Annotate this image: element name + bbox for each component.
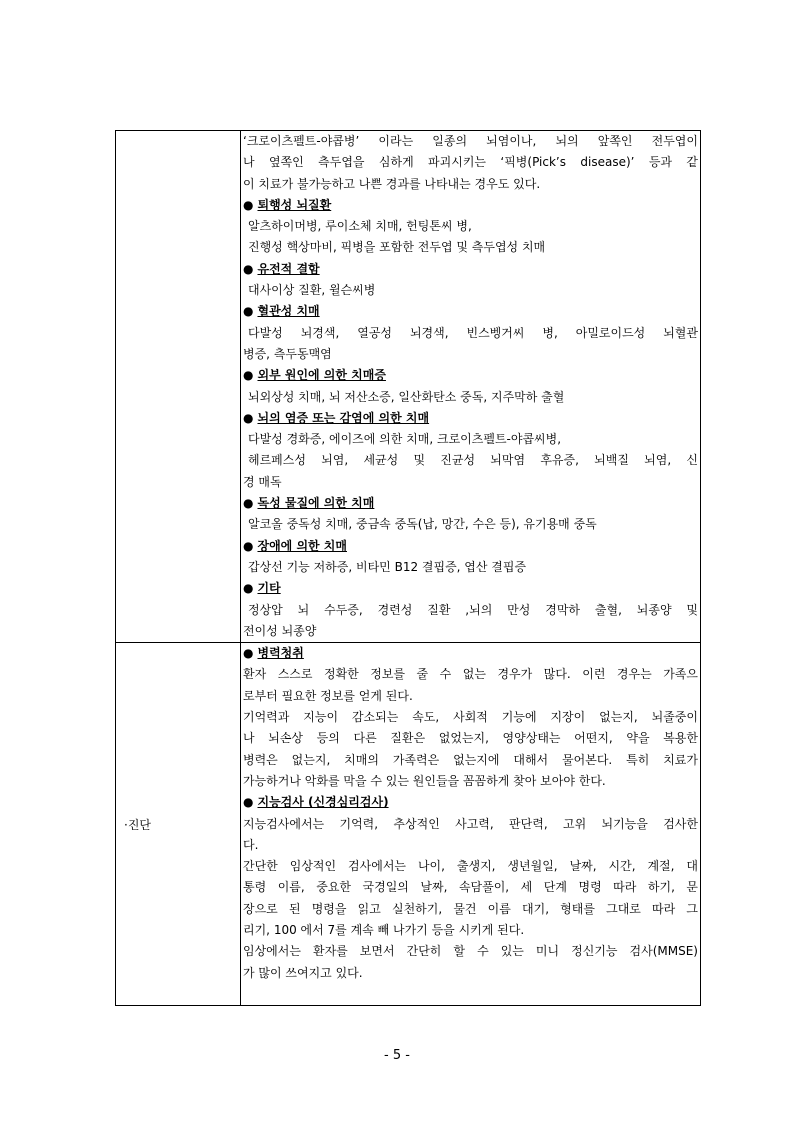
bullet-icon: ● — [243, 410, 254, 425]
table-row-diagnosis — [116, 643, 701, 1006]
page-number: - 5 - — [384, 1048, 410, 1063]
text-line: 가능하거나 악화를 막을 수 있는 원인들을 꼼꼼하게 찾아 보아야 한다. — [243, 773, 606, 788]
text-line: 나 옆쪽인 측두엽을 심하게 파괴시키는 ‘픽병(Pick’s disease)’ 등과 같 — [243, 155, 698, 170]
text-line: 간단한 임상적인 검사에서는 나이, 출생지, 생년월일, 날짜, 시간, 계절, 대 — [243, 859, 698, 874]
text-line: 헤르페스성 뇌염, 세균성 및 진균성 뇌막염 후유증, 뇌백질 뇌염, 신 — [248, 453, 698, 468]
text-line: 정상압 뇌 수두증, 경련성 질환 ,뇌의 만성 경막하 출혈, 뇌종양 및 — [248, 602, 698, 617]
text-line: 로부터 필요한 정보를 얻게 된다. — [243, 688, 413, 703]
text-line: ‘크로이츠펠트-야콥병’ 이라는 일종의 뇌염이나, 뇌의 앞쪽인 전두엽이 — [243, 134, 698, 148]
text-line: 알츠하이머병, 루이소체 치매, 헌팅톤씨 병, — [248, 219, 472, 234]
text-line: 다발성 뇌경색, 열공성 뇌경색, 빈스벵거씨 병, 아밀로이드성 뇌혈관 — [248, 325, 698, 340]
diagnosis-content-cell — [241, 643, 701, 1006]
section-heading: ● 유전적 결함 — [243, 261, 320, 276]
text-line: 병력은 없는지, 치매의 가족력은 없는지에 대해서 물어본다. 특히 치료가 — [243, 752, 698, 767]
section-heading: ● 기타 — [243, 581, 281, 596]
text-line: 경 매독 — [243, 474, 282, 489]
text-line: 가 많이 쓰여지고 있다. — [243, 965, 363, 980]
bullet-icon: ● — [243, 368, 254, 383]
section-heading: ● 외부 원인에 의한 치매증 — [243, 368, 386, 383]
bullet-icon: ● — [243, 646, 254, 661]
empty-label-cell — [116, 131, 241, 643]
table-row-causes — [116, 131, 701, 643]
text-line: 대사이상 질환, 윌슨씨병 — [248, 283, 376, 298]
text-line: 갑상선 기능 저하증, 비타민 B12 결핍증, 엽산 결핍증 — [248, 559, 527, 574]
text-line: 환자 스스로 정확한 정보를 줄 수 없는 경우가 많다. 이런 경우는 가족으 — [243, 667, 698, 682]
text-line: 기억력과 지능이 감소되는 속도, 사회적 기능에 지장이 없는지, 뇌졸중이 — [243, 710, 698, 725]
section-heading: ● 장애에 의한 치매 — [243, 538, 347, 553]
bullet-icon: ● — [243, 496, 254, 511]
text-line: 나 뇌손상 등의 다른 질환은 없었는지, 영양상태는 어떤지, 약을 복용한 — [243, 731, 698, 746]
bullet-icon: ● — [243, 197, 254, 212]
section-heading: ● 지능검사 (신경심리검사) — [243, 795, 389, 810]
section-heading: ● 독성 물질에 의한 치매 — [243, 496, 375, 511]
text-line: 병증, 측두동맥염 — [243, 346, 332, 361]
text-line: 뇌외상성 치매, 뇌 저산소증, 일산화탄소 중독, 지주막하 출혈 — [248, 389, 565, 404]
text-line: 이 치료가 불가능하고 나쁜 경과를 나타내는 경우도 있다. — [243, 176, 541, 191]
text-line: 전이성 뇌종양 — [243, 623, 317, 638]
section-heading: ● 혈관성 치매 — [243, 304, 320, 319]
text-line: 다. — [243, 837, 259, 852]
text-line: 통령 이름, 중요한 국경일의 날짜, 속담풀이, 세 단계 명령 따라 하기, 문 — [243, 880, 698, 895]
causes-content-cell — [241, 131, 701, 643]
text-line: 지능검사에서는 기억력, 추상적인 사고력, 판단력, 고위 뇌기능을 검사한 — [243, 816, 698, 831]
document-table — [115, 130, 701, 1006]
text-line: 다발성 경화증, 에이즈에 의한 치매, 크로이츠펠트-야콥씨병, — [248, 432, 562, 447]
text-line: 알코올 중독성 치매, 중금속 중독(납, 망간, 수은 등), 유기용매 중독 — [248, 517, 597, 532]
bullet-icon: ● — [243, 538, 254, 553]
text-line: 진행성 핵상마비, 픽병을 포함한 전두엽 및 측두엽성 치매 — [248, 240, 546, 255]
diagnosis-label: ·진단 — [116, 643, 241, 1006]
section-heading: ● 병력청취 — [243, 646, 304, 661]
bullet-icon: ● — [243, 795, 254, 810]
bullet-icon: ● — [243, 261, 254, 276]
bullet-icon: ● — [243, 581, 254, 596]
section-heading: ● 퇴행성 뇌질환 — [243, 197, 332, 212]
section-heading: ● 뇌의 염증 또는 감염에 의한 치매 — [243, 410, 430, 425]
text-line: 임상에서는 환자를 보면서 간단히 할 수 있는 미니 정신기능 검사(MMSE) — [243, 944, 698, 959]
text-line: 장으로 된 명령을 읽고 실천하기, 물건 이름 대기, 형태를 그대로 따라 그 — [243, 901, 698, 916]
text-line: 리기, 100 에서 7를 계속 빼 나가기 등을 시키게 된다. — [243, 922, 525, 937]
bullet-icon: ● — [243, 304, 254, 319]
